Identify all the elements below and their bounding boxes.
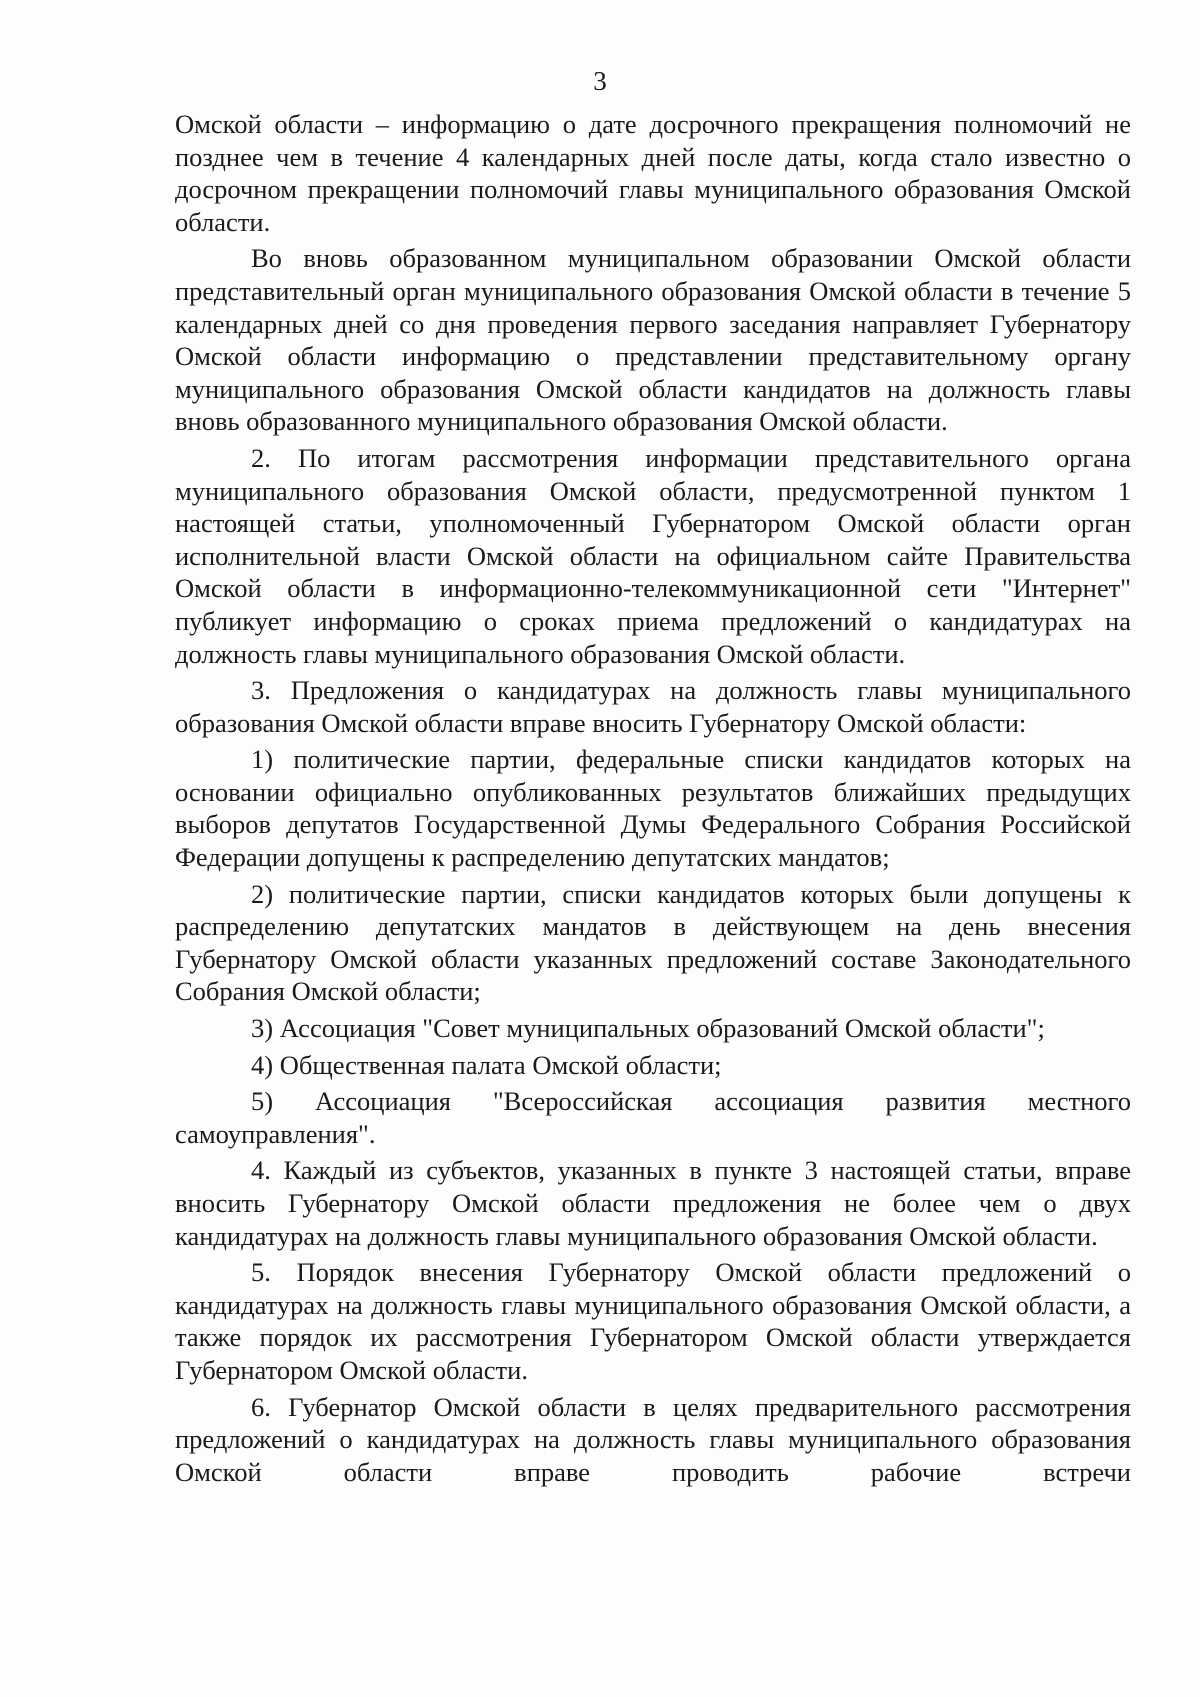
paragraph-subitem-5: 5) Ассоциация "Всероссийская ассоциация развития местного самоуправления". xyxy=(175,1086,1131,1149)
paragraph-subitem-1: 1) политические партии, федеральные списки кандидатов которых на основании официально опубликованных результатов ближайших предыдущих выборов депутатов Государственной Думы Федерального Собрания Российской Федерации допущены к распределению депутатских мандатов; xyxy=(175,744,1131,873)
paragraph-item-5: 5. Порядок внесения Губернатору Омской области предложений о кандидатурах на должность главы муниципального образования Омской области, а также порядок их рассмотрения Губернатором Омской области утверждается Губернатором Омской области. xyxy=(175,1257,1131,1385)
paragraph-subitem-4: 4) Общественная палата Омской области; xyxy=(251,1049,722,1080)
paragraph-new-municipality: Во вновь образованном муниципальном образовании Омской области представительный орган муниципального образования Омской области в течение 5 календарных дней со дня проведения первого заседания направляет Губернатору Омской области информацию о представлении представительному органу муниципального образования Омской области кандидатов на должность главы вновь образованного муниципального образования Омской области. xyxy=(175,243,1131,437)
paragraph-continuation: Омской области – информацию о дате досрочного прекращения полномочий не позднее чем в течение 4 календарных дней после даты, когда стало известно о досрочном прекращении полномочий главы муниципального образования Омской области. xyxy=(175,109,1131,237)
paragraph-subitem-3: 3) Ассоциация "Совет муниципальных образований Омской области"; xyxy=(251,1013,1045,1044)
page-number: 3 xyxy=(593,66,607,96)
paragraph-item-4: 4. Каждый из субъектов, указанных в пункте 3 настоящей статьи, вправе вносить Губернатору Омской области предложения не более чем о двух кандидатурах на должность главы муниципального образования Омской области. xyxy=(175,1155,1131,1251)
document-body xyxy=(175,108,1131,1492)
paragraph-item-2: 2. По итогам рассмотрения информации представительного органа муниципального образования Омской области, предусмотренной пунктом 1 настоящей статьи, уполномоченный Губернатором Омской области орган исполнительной власти Омской области на официальном сайте Правительства Омской области в информационно-телекоммуникационной сети "Интернет" публикует информацию о сроках приема предложений о кандидатурах на должность главы муниципального образования Омской области. xyxy=(175,442,1131,669)
paragraph-item-6: 6. Губернатор Омской области в целях предварительного рассмотрения предложений о кандидатурах на должность главы муниципального образования Омской области вправе проводить рабочие встречи xyxy=(175,1391,1131,1487)
paragraph-item-3: 3. Предложения о кандидатурах на должность главы муниципального образования Омской области вправе вносить Губернатору Омской области: xyxy=(175,675,1131,738)
paragraph-subitem-2: 2) политические партии, списки кандидатов которых были допущены к распределению депутатских мандатов в действующем на день внесения Губернатору Омской области указанных предложений составе Законодательного Собрания Омской области; xyxy=(175,878,1131,1007)
